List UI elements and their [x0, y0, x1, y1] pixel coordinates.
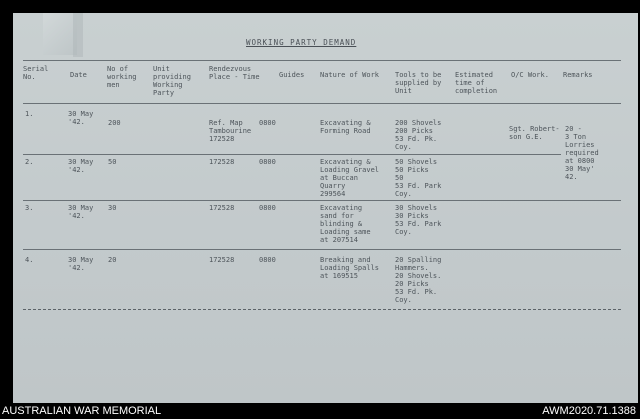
row-divider — [23, 200, 621, 201]
header-bottom-rule — [23, 103, 621, 104]
row-time: 0800 — [259, 119, 276, 127]
row-men: 20 — [108, 256, 117, 264]
row-tools: 20 Spalling Hammers. 20 Shovels. 20 Picks 53 Fd. Pk. Coy. — [395, 256, 442, 304]
header-date: Date — [70, 71, 87, 79]
row-remarks: 20 - 3 Ton Lorries required at 0800 30 May' 42. — [565, 125, 599, 181]
header-rendezvous: Rendezvous Place - Time — [209, 65, 260, 81]
row-serial: 1. — [25, 110, 34, 118]
header-guides: Guides — [279, 71, 305, 79]
row-place: 172528 — [209, 204, 235, 212]
row-oc: Sgt. Robert- son G.E. — [509, 125, 560, 141]
header-oc-work: O/C Work. — [511, 71, 549, 79]
row-nature: Breaking and Loading Spalls at 169515 — [320, 256, 380, 280]
row-men: 200 — [108, 119, 121, 127]
row-date: 30 May '42. — [68, 204, 94, 220]
row-place: 172528 — [209, 158, 235, 166]
row-tools: 200 Shovels 200 Picks 53 Fd. Pk. Coy. — [395, 119, 442, 151]
header-serial: Serial No. — [23, 65, 49, 81]
header-tools: Tools to be supplied by Unit — [395, 71, 442, 95]
header-nature: Nature of Work — [320, 71, 380, 79]
row-place: Ref. Map Tambourine 172528 — [209, 119, 252, 143]
header-estimated: Estimated time of completion — [455, 71, 498, 95]
row-divider — [23, 249, 621, 250]
document-sheet — [13, 13, 638, 403]
row-nature: Excavating & Forming Road — [320, 119, 371, 135]
archive-accession-number: AWM2020.71.1388 — [542, 405, 636, 417]
header-unit: Unit providing Working Party — [153, 65, 191, 97]
row-serial: 2. — [25, 158, 34, 166]
header-top-rule — [23, 60, 621, 61]
row-time: 0800 — [259, 204, 276, 212]
row-nature: Excavating sand for blinding & Loading same at 207514 — [320, 204, 371, 244]
row-serial: 3. — [25, 204, 34, 212]
row-tools: 50 Shovels 50 Picks 50 53 Fd. Park Coy. — [395, 158, 442, 198]
row-tools: 30 Shovels 30 Picks 53 Fd. Park Coy. — [395, 204, 442, 236]
archive-credit: AUSTRALIAN WAR MEMORIAL — [2, 405, 162, 417]
document-title: WORKING PARTY DEMAND — [246, 38, 357, 47]
row-date: 30 May '42. — [68, 158, 94, 174]
row-time: 0800 — [259, 256, 276, 264]
header-working-men: No of working men — [107, 65, 137, 89]
row-serial: 4. — [25, 256, 34, 264]
row-men: 30 — [108, 204, 117, 212]
row-date: 30 May '42. — [68, 256, 94, 272]
row-place: 172528 — [209, 256, 235, 264]
paper-crease — [73, 13, 83, 57]
paper-fold-mark — [43, 13, 77, 55]
row-time: 0800 — [259, 158, 276, 166]
row-date: 30 May '42. — [68, 110, 94, 126]
row-divider — [23, 154, 561, 155]
table-bottom-rule — [23, 309, 621, 310]
row-men: 50 — [108, 158, 117, 166]
row-nature: Excavating & Loading Gravel at Buccan Quarry 299564 — [320, 158, 380, 198]
header-remarks: Remarks — [563, 71, 593, 79]
